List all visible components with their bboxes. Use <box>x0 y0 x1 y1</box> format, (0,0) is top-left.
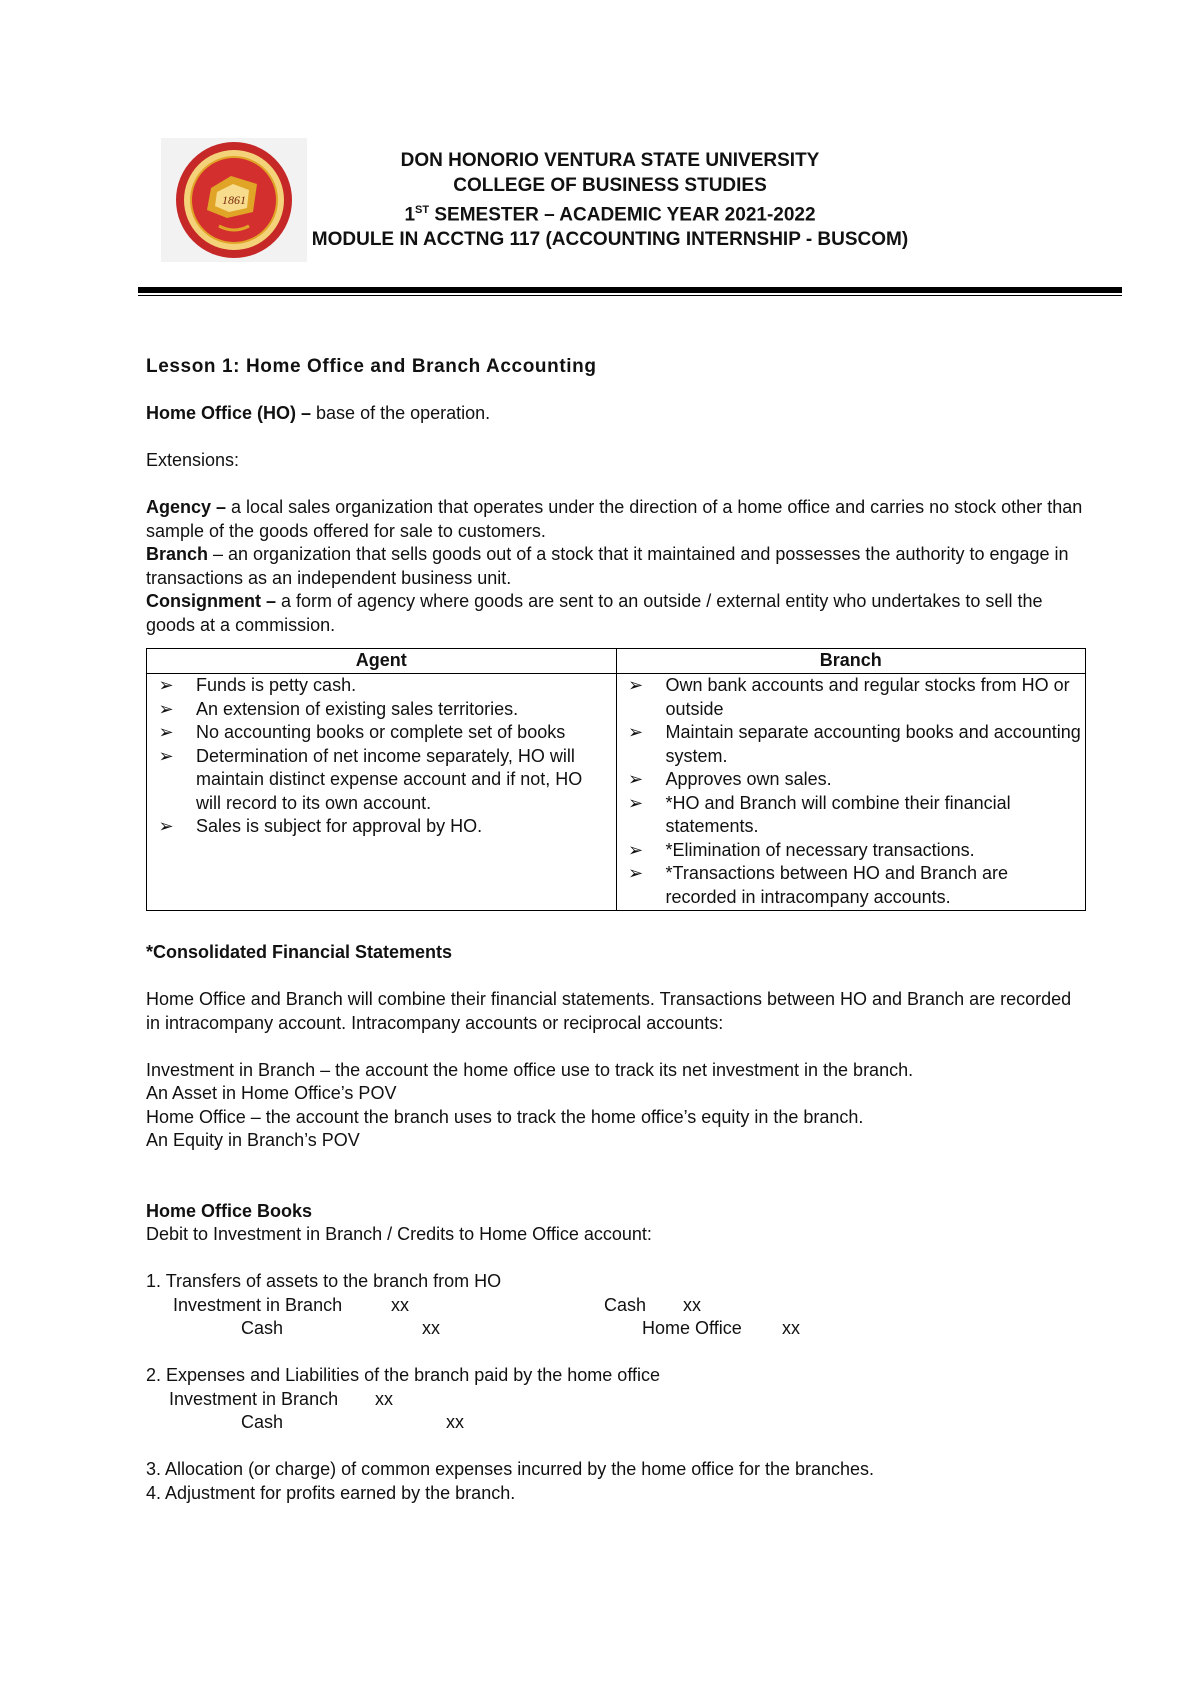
journal-entry-2 <box>146 1388 1086 1435</box>
journal-account: Cash <box>241 1412 284 1432</box>
extensions-label: Extensions: <box>146 450 240 470</box>
list-item: ➢ *Transactions between HO and Branch are recorded in intracompany accounts. <box>621 862 1082 909</box>
header-semester: 1ST SEMESTER – ACADEMIC YEAR 2021-2022 <box>404 204 816 226</box>
books-item-2: 2. Expenses and Liabilities of the branch paid by the home office <box>146 1365 661 1385</box>
branch-definition: Branch – an organization that sells goods out of a stock that it maintained and possesses the authority to engage in transactions as an independent business unit. <box>146 544 1069 588</box>
journal-account: Investment in Branch <box>173 1294 343 1315</box>
branch-column <box>616 674 1086 911</box>
home-office-definition: Home Office (HO) – base of the operation. <box>146 403 491 423</box>
header-university: DON HONORIO VENTURA STATE UNIVERSITY <box>400 150 820 171</box>
books-item-3: 3. Allocation (or charge) of common expenses incurred by the home office for the branches. <box>146 1459 875 1479</box>
arrow-bullet-icon: ➢ <box>627 722 644 742</box>
header-divider-thick <box>138 287 1122 293</box>
journal-amount: xx <box>375 1388 393 1409</box>
journal-entry-1 <box>146 1294 1086 1341</box>
list-item: ➢ Determination of net income separately, HO will maintain distinct expense account and if not, HO will record to its own account. <box>151 745 612 816</box>
agency-definition: Agency – a local sales organization that operates under the direction of a home office and carries no stock other than sample of the goods offered for sale to customers. <box>146 497 1083 541</box>
lesson-title: Lesson 1: Home Office and Branch Accounting <box>146 356 597 377</box>
document-body <box>146 355 1086 1505</box>
arrow-bullet-icon: ➢ <box>627 792 644 813</box>
header-module: MODULE IN ACCTNG 117 (ACCOUNTING INTERNSHIP - BUSCOM) <box>311 229 909 251</box>
reciprocal-line: An Equity in Branch’s POV <box>146 1130 360 1150</box>
journal-amount: xx <box>446 1412 464 1432</box>
reciprocal-line: Home Office – the account the branch uses to track the home office’s equity in the branch. <box>146 1106 864 1127</box>
arrow-bullet-icon: ➢ <box>627 839 644 860</box>
consolidated-paragraph: Home Office and Branch will combine their financial statements. Transactions between HO and Branch are recorded in intracompany account. Intracompany accounts or reciprocal accounts: <box>146 989 1072 1033</box>
list-item: ➢ *Elimination of necessary transactions. <box>621 839 1082 863</box>
agent-column <box>147 674 617 911</box>
table-header-agent: Agent <box>147 649 617 674</box>
consolidated-title: *Consolidated Financial Statements <box>146 942 453 962</box>
books-item-1: 1. Transfers of assets to the branch from HO <box>146 1271 502 1291</box>
list-item: ➢ Own bank accounts and regular stocks from HO or outside <box>621 674 1082 721</box>
consignment-definition: Consignment – a form of agency where goods are sent to an outside / external entity who undertakes to sell the goods at a commission. <box>146 591 1043 635</box>
agent-branch-table <box>146 648 1086 911</box>
journal-amount: xx <box>422 1318 440 1338</box>
reciprocal-line: Investment in Branch – the account the home office use to track its net investment in the branch. <box>146 1059 914 1080</box>
journal-account: Investment in Branch <box>169 1388 339 1409</box>
journal-amount: xx <box>683 1294 701 1315</box>
list-item: ➢ Funds is petty cash. <box>151 674 612 698</box>
reciprocal-line: An Asset in Home Office’s POV <box>146 1083 397 1103</box>
list-item: ➢ Sales is subject for approval by HO. <box>151 815 612 839</box>
arrow-bullet-icon: ➢ <box>627 863 644 883</box>
header-college: COLLEGE OF BUSINESS STUDIES <box>453 175 767 196</box>
list-item: ➢ Approves own sales. <box>621 768 1082 792</box>
books-subtitle: Debit to Investment in Branch / Credits to Home Office account: <box>146 1224 652 1244</box>
journal-account: Cash <box>604 1294 647 1315</box>
list-item: ➢ No accounting books or complete set of books <box>151 721 612 745</box>
table-header-branch: Branch <box>616 649 1086 674</box>
arrow-bullet-icon: ➢ <box>158 698 174 719</box>
document-header <box>280 148 940 252</box>
list-item: ➢ An extension of existing sales territories. <box>151 698 612 722</box>
list-item: ➢ *HO and Branch will combine their financial statements. <box>621 792 1082 839</box>
books-title: Home Office Books <box>146 1200 313 1221</box>
books-item-4: 4. Adjustment for profits earned by the branch. <box>146 1482 516 1503</box>
arrow-bullet-icon: ➢ <box>627 675 644 695</box>
arrow-bullet-icon: ➢ <box>158 722 174 742</box>
journal-amount: xx <box>782 1318 800 1338</box>
arrow-bullet-icon: ➢ <box>158 816 174 836</box>
journal-account: Home Office <box>642 1318 742 1338</box>
arrow-bullet-icon: ➢ <box>627 769 644 789</box>
arrow-bullet-icon: ➢ <box>158 745 174 766</box>
svg-text:1861: 1861 <box>222 193 246 207</box>
journal-account: Cash <box>241 1318 284 1338</box>
arrow-bullet-icon: ➢ <box>158 675 174 695</box>
list-item: ➢ Maintain separate accounting books and accounting system. <box>621 721 1082 768</box>
header-divider-thin <box>138 295 1122 296</box>
journal-amount: xx <box>391 1294 409 1315</box>
